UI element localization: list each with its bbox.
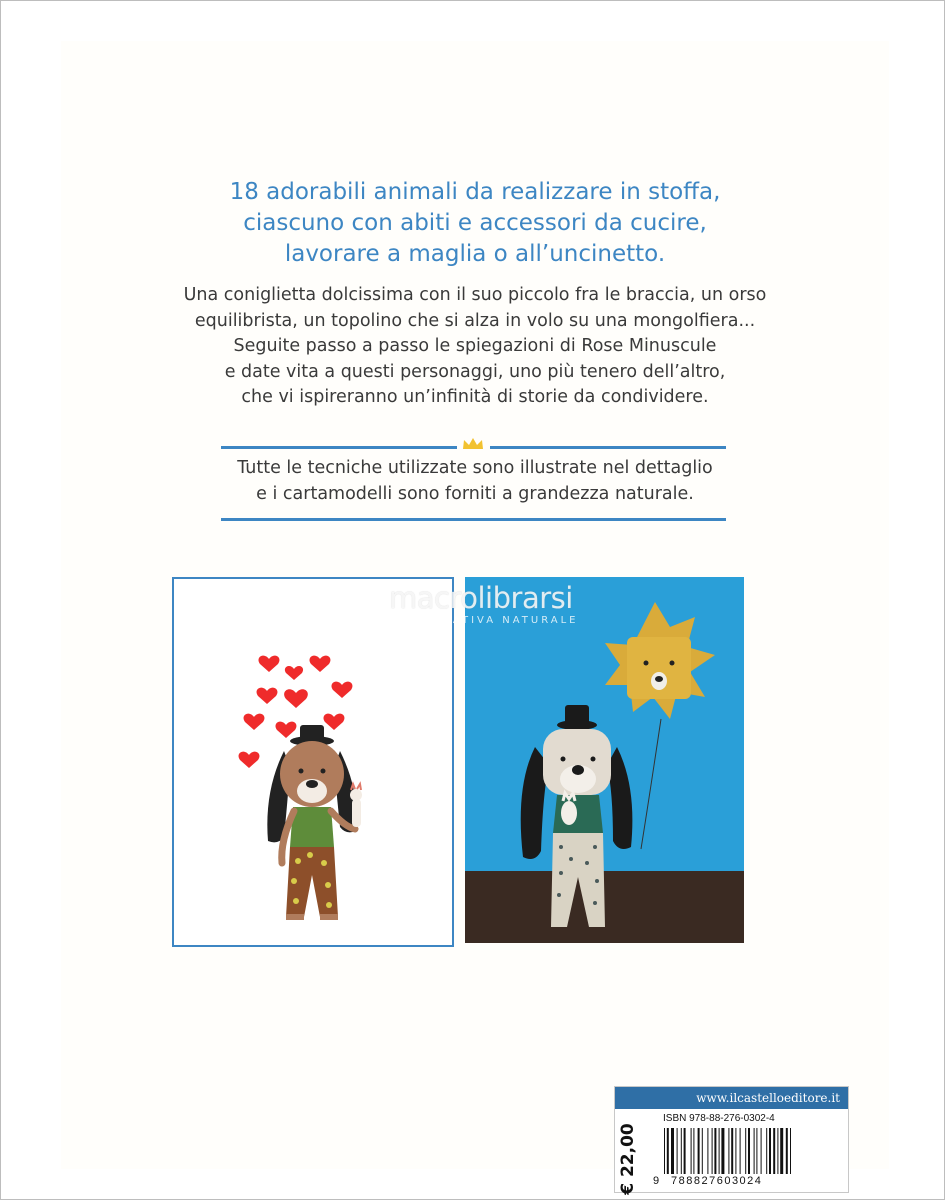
crown-icon <box>461 436 485 452</box>
ean-first-digit: 9 <box>653 1175 660 1187</box>
isbn-number: ISBN 978-88-276-0302-4 <box>663 1113 775 1124</box>
divider-rule-left <box>221 446 457 449</box>
techniques-note <box>61 456 889 507</box>
price: € 22,00 <box>618 1123 638 1195</box>
description-line: Seguite passo a passo le spiegazioni di Rose Minuscule <box>233 336 717 356</box>
watermark-brand: macrolibrarsi <box>389 581 573 615</box>
description-line: equilibrista, un topolino che si alza in volo su una mongolfiera... <box>194 310 756 331</box>
description-line: che vi ispireranno un’infinità di storie da condividere. <box>241 387 709 407</box>
tagline-line: ciascuno con abiti e accessori da cucire, <box>243 210 707 236</box>
description-line: Una coniglietta dolcissima con il suo piccolo fra le braccia, un orso <box>183 285 767 305</box>
ean-digits: 788827603024 <box>671 1175 763 1187</box>
watermark <box>327 581 687 641</box>
description <box>61 283 889 411</box>
techniques-line: Tutte le tecniche utilizzate sono illustrate nel dettaglio <box>237 458 713 478</box>
watermark-tagline: ALTERNATIVA NATURALE <box>397 615 579 626</box>
description-line: e date vita a questi personaggi, uno più tenero dell’altro, <box>224 361 726 382</box>
leaf-logo-icon <box>335 585 383 633</box>
techniques-line: e i cartamodelli sono forniti a grandezza naturale. <box>256 483 694 504</box>
tagline <box>61 177 889 270</box>
divider-rule-right <box>490 446 726 449</box>
barcode-panel <box>614 1086 849 1193</box>
tagline-line: 18 adorabili animali da realizzare in stoffa, <box>229 179 721 205</box>
divider-rule-bottom <box>221 518 726 521</box>
publisher-url: www.ilcastelloeditore.it <box>615 1087 848 1109</box>
tagline-line: lavorare a maglia o all’uncinetto. <box>284 241 666 267</box>
barcode-bars <box>663 1128 841 1174</box>
back-cover <box>61 41 889 1195</box>
